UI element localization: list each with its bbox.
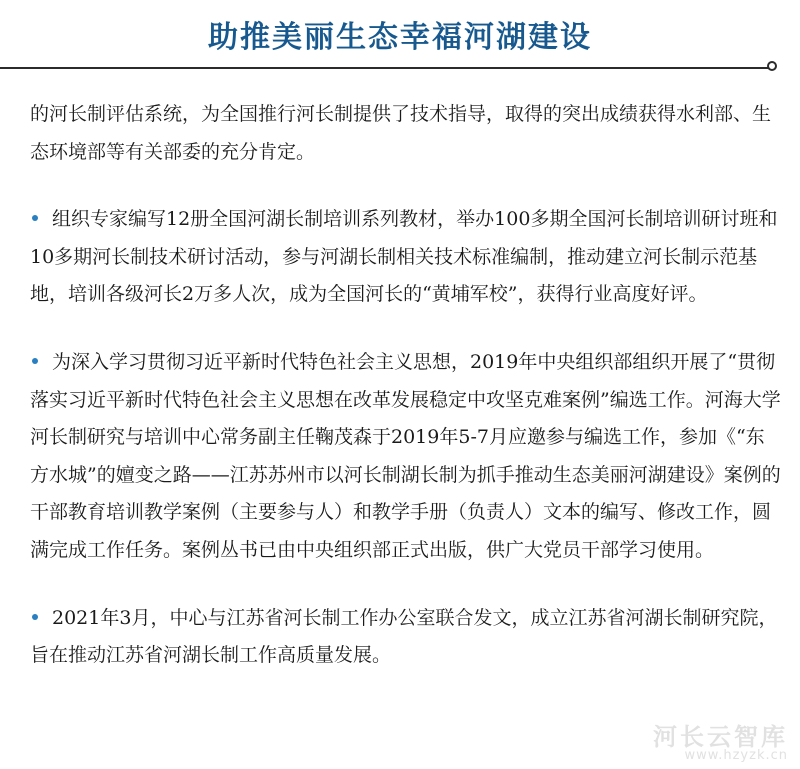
bullet-icon: [32, 215, 38, 221]
bullet-icon: [32, 614, 38, 620]
watermark-title: 河长云智库: [653, 723, 788, 751]
paragraph-case-study: [30, 344, 782, 570]
watermark-url: www.hzyzk.cn: [684, 748, 788, 763]
divider-end-circle: [767, 61, 777, 71]
article-body: [30, 96, 782, 675]
bullet-icon: [32, 358, 38, 364]
page-title: 助推美丽生态幸福河湖建设: [208, 20, 592, 55]
paragraph-training: [30, 201, 782, 314]
paragraph-text: 的河长制评估系统，为全国推行河长制提供了技术指导，取得的突出成绩获得水利部、生态环境部等有关部委的充分肯定。: [30, 103, 772, 163]
paragraph-institute: [30, 600, 782, 675]
paragraph-continuation: [30, 96, 782, 171]
watermark: [653, 717, 788, 763]
paragraph-text: 2021年3月，中心与江苏省河长制工作办公室联合发文，成立江苏省河湖长制研究院，旨在推动江苏省河湖长制工作高质量发展。: [30, 606, 778, 667]
paragraph-text: 为深入学习贯彻习近平新时代特色社会主义思想，2019年中央组织部组织开展了“贯彻落实习近平新时代特色社会主义思想在改革发展稳定中攻坚克难案例”编选工作。河海大学河长制研究与培训中心常务副主任鞠茂森于2019年5-7月应邀参与编选工作，参加《“东方水城”的嬗变之路——江苏苏州市以河长制湖长制为抓手推动生态美丽河湖建设》案例的干部教育培训教学案例（主要参与人）和教学手册（负责人）文本的编写、修改工作，圆满完成工作任务。案例丛书已由中央组织部正式出版，供广大党员干部学习使用。: [30, 350, 781, 561]
paragraph-text: 组织专家编写12册全国河湖长制培训系列教材，举办100多期全国河长制培训研讨班和10多期河长制技术研讨活动，参与河湖长制相关技术标准编制，推动建立河长制示范基地，培训各级河长2万多人次，成为全国河长的“黄埔军校”，获得行业高度好评。: [30, 208, 778, 306]
title-divider: [0, 67, 770, 69]
